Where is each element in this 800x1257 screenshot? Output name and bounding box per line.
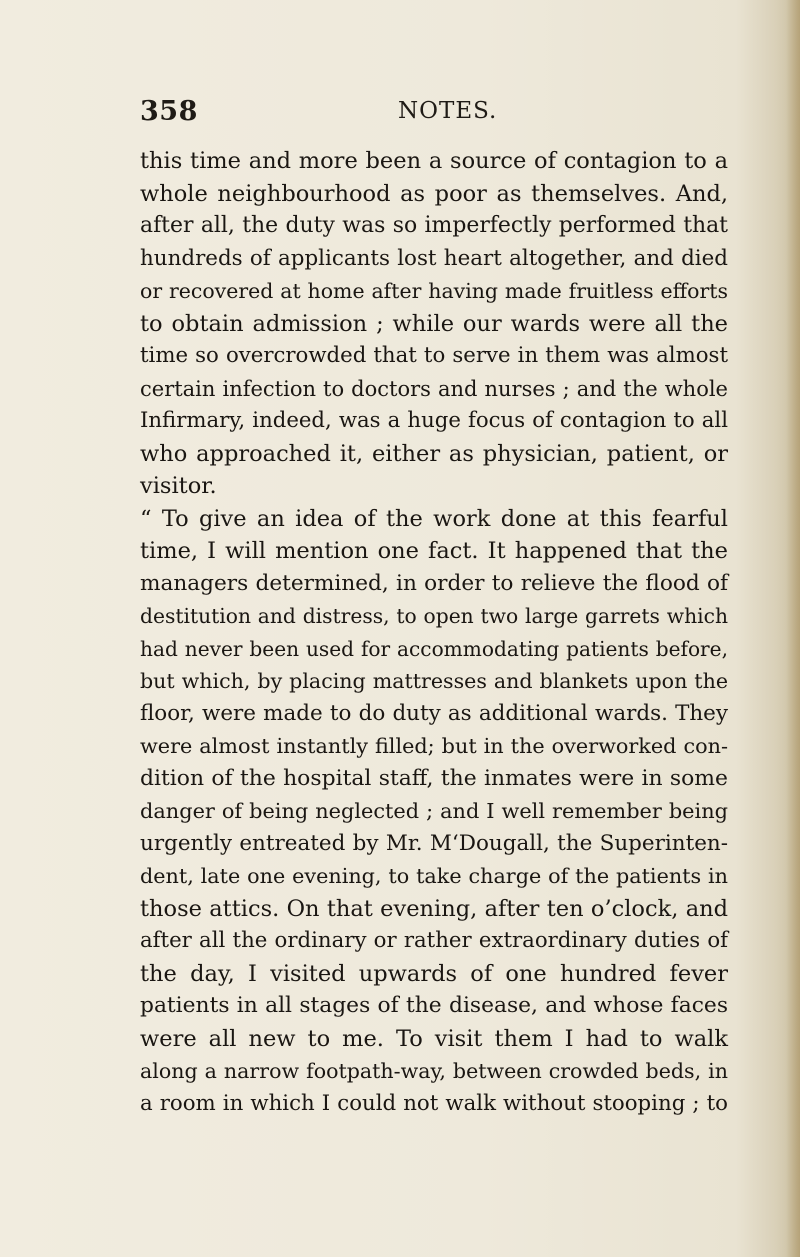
running-head: NOTES. [398,98,498,124]
text-line: certain infection to doctors and nurses ; and the whole [140,375,728,401]
text-line: “ To give an idea of the work done at this fearful [140,505,728,532]
text-line: after all, the duty was so imperfectly performed that [140,213,728,238]
text-line: hundreds of applicants lost heart altogether, and died [140,245,728,271]
text-line: the day, I visited upwards of one hundred fever [140,960,728,987]
text-line: time so overcrowded that to serve in them was almost [140,343,728,368]
text-line: those attics. On that evening, after ten o’clock, and [140,895,728,922]
text-line: urgently entreated by Mr. M‘Dougall, the Superinten- [140,830,728,856]
page-number: 358 [140,96,198,127]
text-line: Infirmary, indeed, was a huge focus of contagion to all [140,408,728,433]
text-line: patients in all stages of the disease, and whose faces [140,993,728,1018]
text-line: managers determined, in order to relieve the flood of [140,570,728,596]
text-line: but which, by placing mattresses and blankets upon the [140,669,728,693]
body-text [140,145,728,1120]
text-line: destitution and distress, to open two large garrets which [140,604,728,628]
text-line: dent, late one evening, to take charge of the patients in [140,864,728,888]
text-line: floor, were made to do duty as additional wards. They [140,700,728,726]
text-line: whole neighbourhood as poor as themselves. And, [140,180,728,207]
text-line: who approached it, either as physician, patient, or [140,440,728,467]
text-line: after all the ordinary or rather extraordinary duties of [140,928,728,953]
text-line: to obtain admission ; while our wards were all the [140,310,728,337]
text-line: or recovered at home after having made fruitless efforts [140,279,728,303]
page-header [140,96,700,136]
text-line: danger of being neglected ; and I well remember being [140,799,728,823]
text-line: were all new to me. To visit them I had to walk [140,1025,728,1052]
text-line: along a narrow footpath-way, between crowded beds, in [140,1059,728,1083]
text-line: a room in which I could not walk without stooping ; to [140,1090,728,1116]
text-line: dition of the hospital staff, the inmates were in some [140,765,728,791]
text-line: this time and more been a source of contagion to a [140,148,728,174]
text-line: had never been used for accommodating patients before, [140,636,728,661]
page-edge-shadow [786,0,800,1257]
text-line: time, I will mention one fact. It happened that the [140,538,728,564]
text-line: were almost instantly filled; but in the overworked con- [140,734,728,758]
text-line: visitor. [140,473,217,499]
